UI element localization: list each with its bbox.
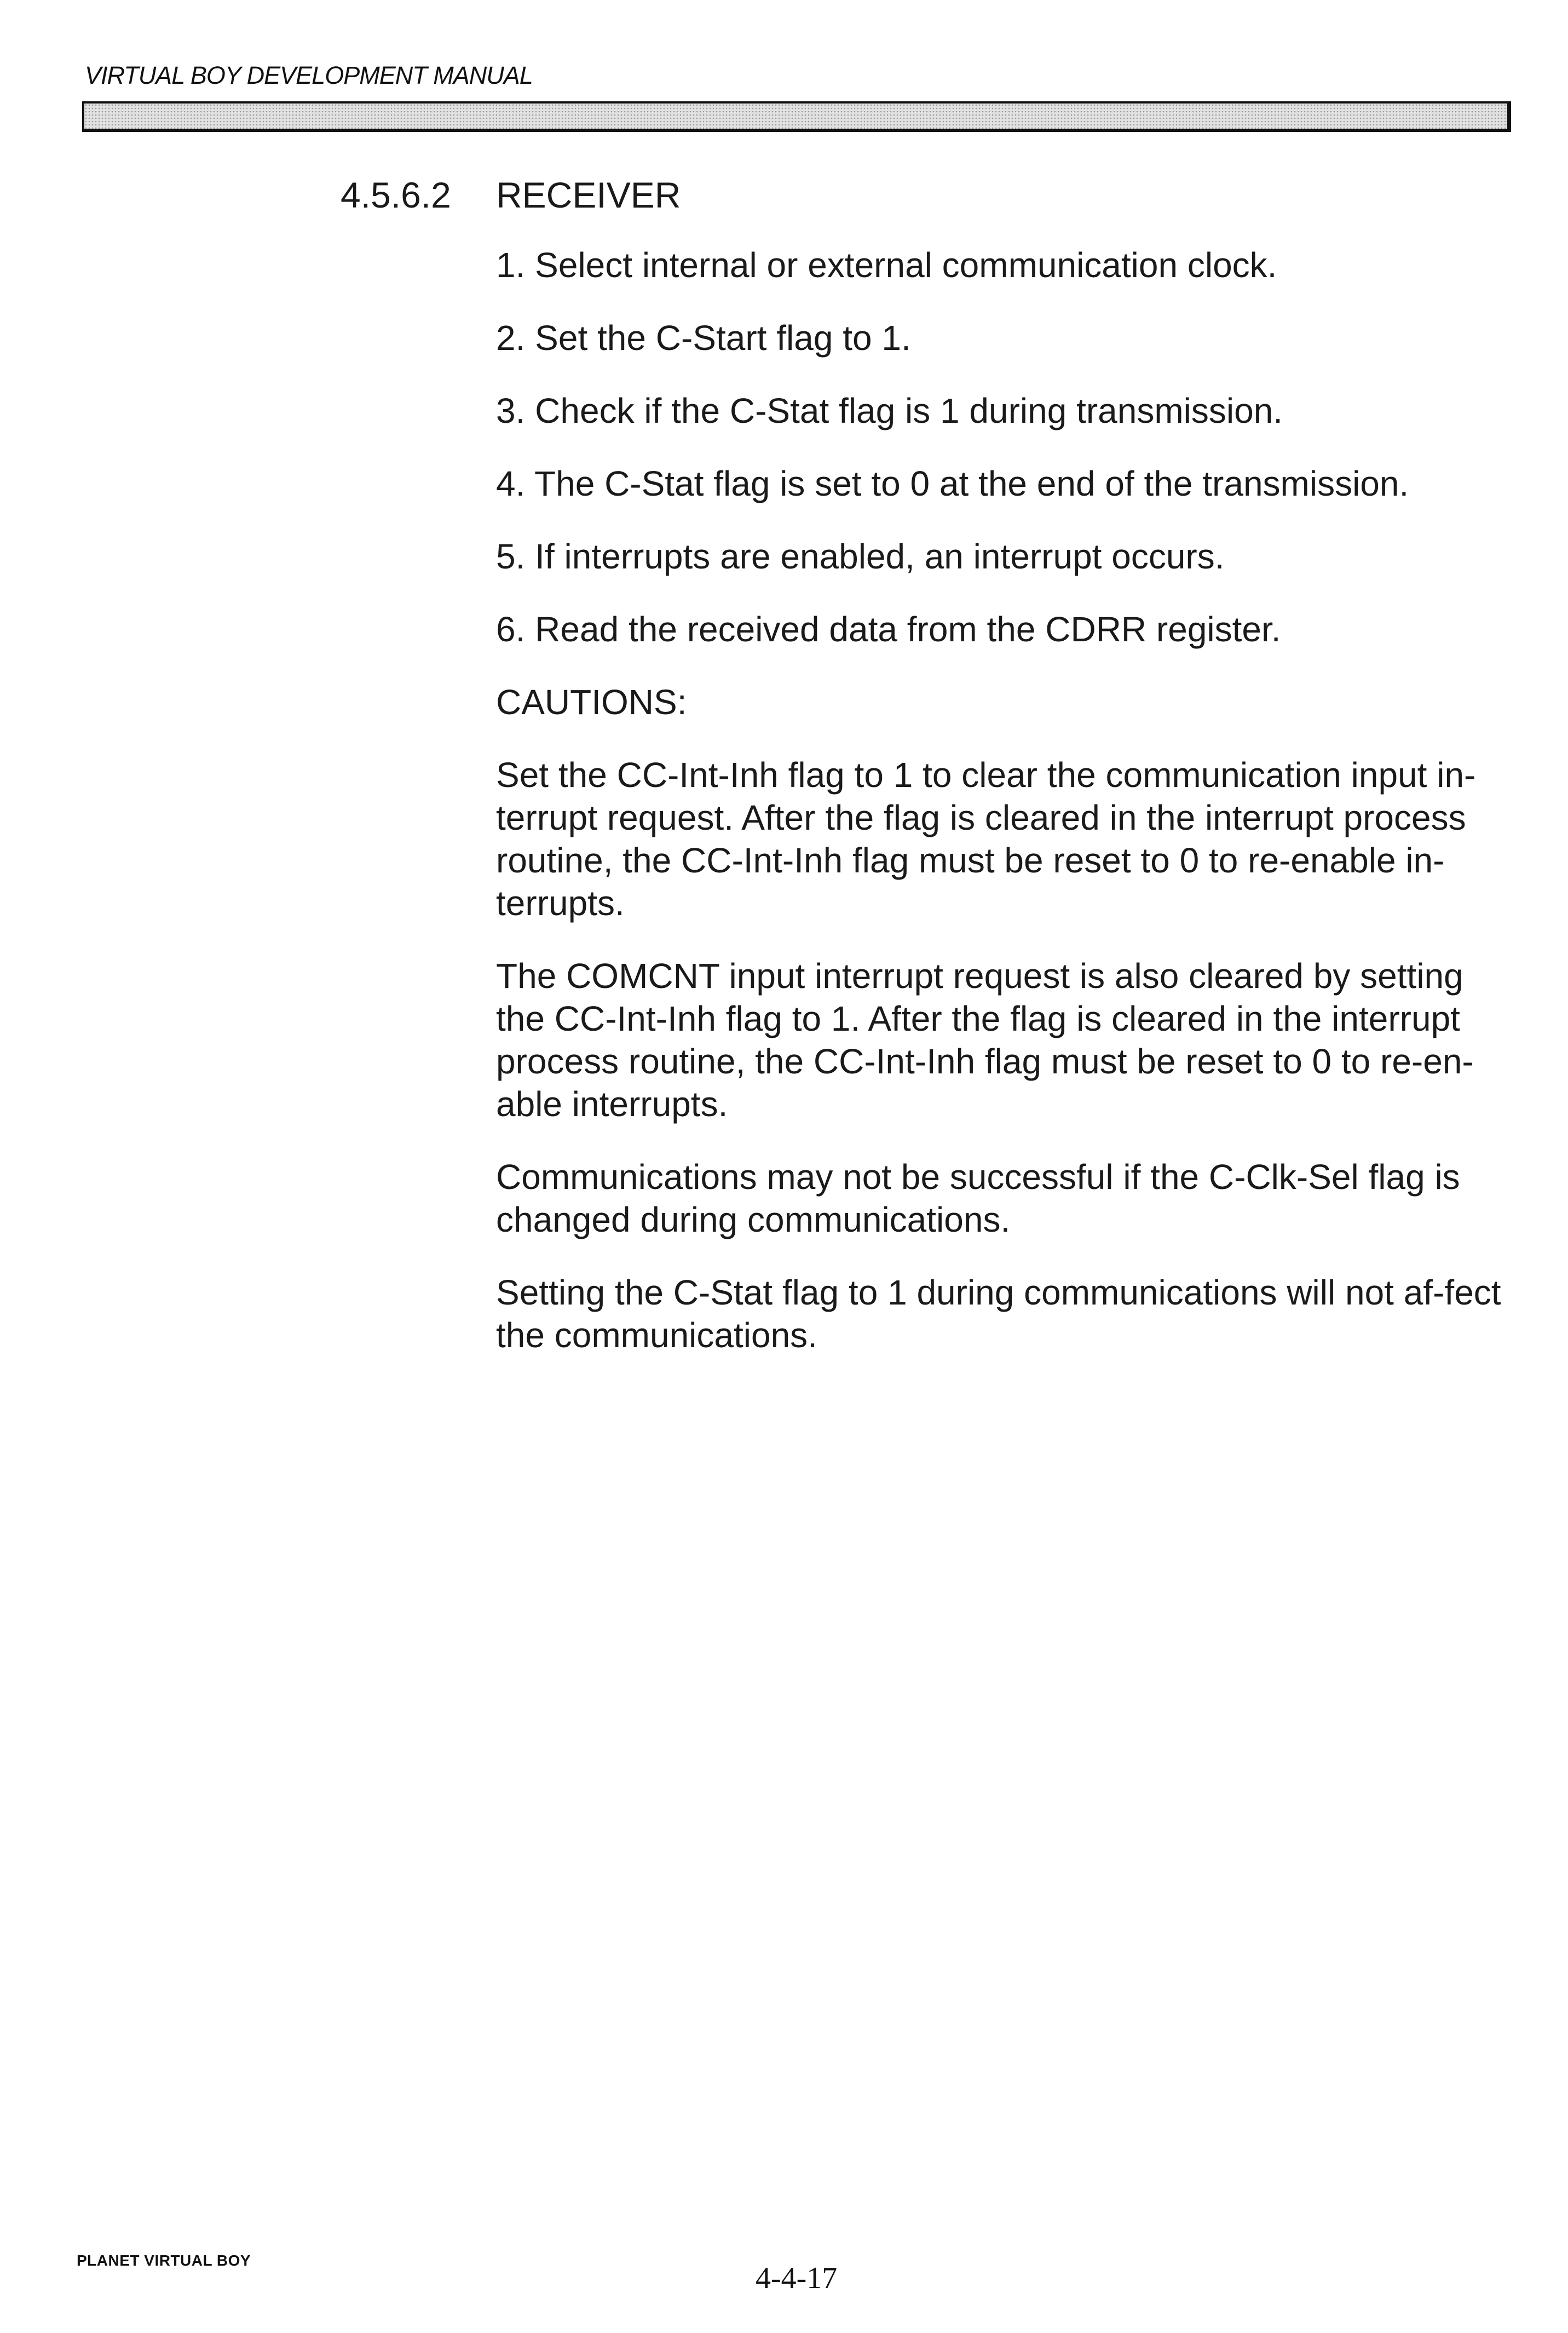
procedure-step: 3. Check if the C-Stat flag is 1 during transmission. (496, 391, 1283, 430)
running-header-title: VIRTUAL BOY DEVELOPMENT MANUAL (85, 61, 533, 89)
caution-paragraph: Communications may not be successful if the C-Clk-Sel flag is changed during communications. (496, 1157, 1460, 1239)
page-number: 4-4-17 (756, 2261, 838, 2295)
procedure-step: 5. If interrupts are enabled, an interrupt occurs. (496, 537, 1225, 576)
cautions-heading: CAUTIONS: (496, 682, 687, 722)
section-title: RECEIVER (496, 175, 681, 215)
header-rule-bar (82, 101, 1511, 132)
procedure-step: 4. The C-Stat flag is set to 0 at the end of the transmission. (496, 464, 1409, 503)
caution-paragraph: Setting the C-Stat flag to 1 during communications will not af-fect the communications. (496, 1273, 1501, 1355)
procedure-step: 6. Read the received data from the CDRR register. (496, 610, 1281, 649)
procedure-step: 1. Select internal or external communication clock. (496, 245, 1277, 285)
caution-paragraph: The COMCNT input interrupt request is also cleared by setting the CC-Int-Inh flag to 1. After the flag is cleared in the interrupt process routine, the CC-Int-Inh flag must be reset to 0 to re-en-able interrupts. (496, 956, 1474, 1124)
caution-paragraph: Set the CC-Int-Inh flag to 1 to clear the communication input in-terrupt request. After the flag is cleared in the interrupt process routine, the CC-Int-Inh flag must be reset to 0 to re-enable in-terrupts. (496, 755, 1476, 923)
section-body (496, 244, 1514, 1387)
footer-publisher: PLANET VIRTUAL BOY (77, 2252, 251, 2269)
procedure-step: 2. Set the C-Start flag to 1. (496, 318, 911, 358)
section-number: 4.5.6.2 (341, 175, 451, 215)
